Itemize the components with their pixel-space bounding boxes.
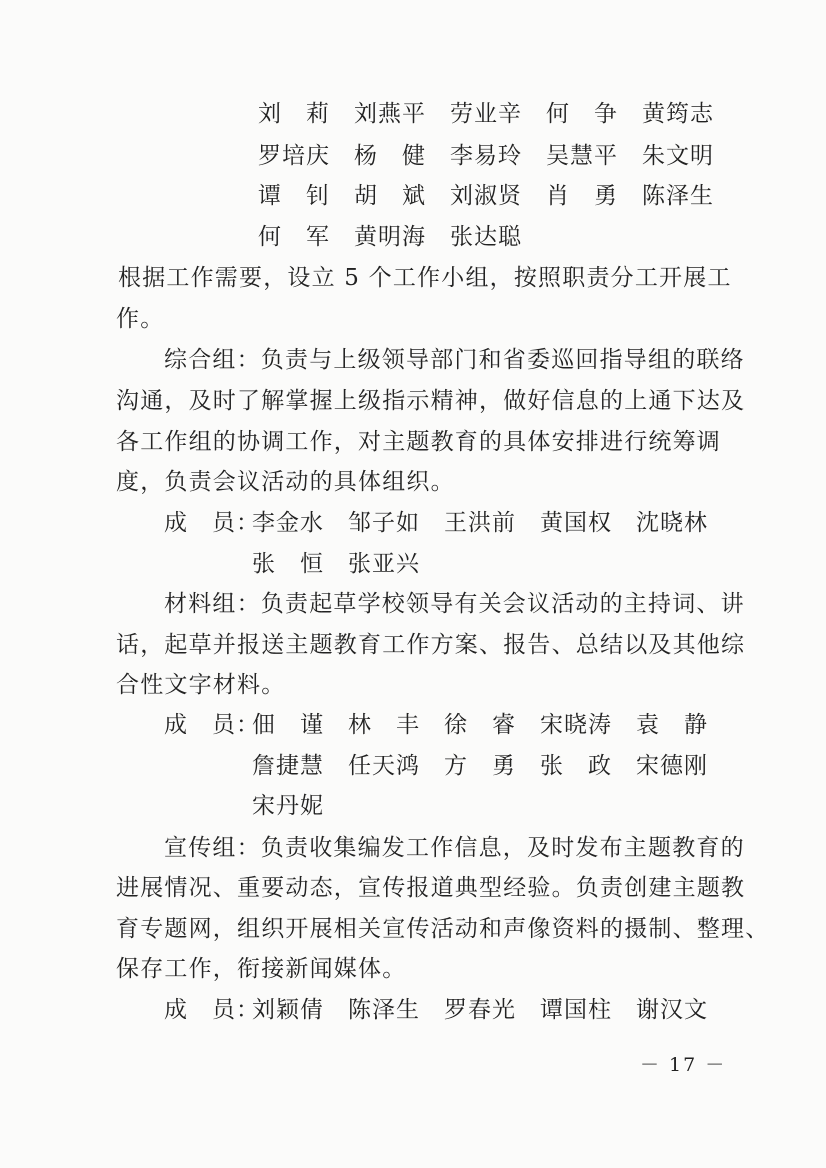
- zonghe-members-line: 张 恒 张亚兴: [252, 551, 420, 577]
- name-list-line: 罗培庆 杨 健 李易玲 吴慧平 朱文明: [258, 143, 714, 169]
- cailiao-paragraph-line: 话，起草并报送主题教育工作方案、报告、总结以及其他综: [116, 632, 746, 658]
- xuanchuan-members-line: 刘颖倩 陈泽生 罗春光 谭国柱 谢汉文: [252, 997, 708, 1023]
- name-list-line: 谭 钊 胡 斌 刘淑贤 肖 勇 陈泽生: [258, 183, 714, 209]
- zonghe-paragraph-line: 各工作组的协调工作，对主题教育的具体安排进行统筹调: [116, 429, 721, 455]
- name-list-line: 刘 莉 刘燕平 劳业辛 何 争 黄筠志: [258, 101, 714, 127]
- intro-line: 作。: [116, 306, 165, 332]
- zonghe-paragraph-line: 综合组：负责与上级领导部门和省委巡回指导组的联络: [164, 347, 745, 373]
- page-number: － 17 －: [640, 1054, 727, 1076]
- xuanchuan-paragraph-line: 宣传组：负责收集编发工作信息，及时发布主题教育的: [164, 835, 745, 861]
- zonghe-members-label: 成 员：: [164, 510, 260, 536]
- xuanchuan-paragraph-line: 保存工作，衔接新闻媒体。: [116, 956, 407, 982]
- xuanchuan-paragraph-line: 育专题网，组织开展相关宣传活动和声像资料的摄制、整理、: [116, 916, 770, 942]
- cailiao-paragraph-line: 合性文字材料。: [116, 672, 286, 698]
- cailiao-paragraph-line: 材料组：负责起草学校领导有关会议活动的主持词、讲: [164, 591, 745, 617]
- cailiao-members-line: 佃 谨 林 丰 徐 睿 宋晓涛 袁 静: [252, 712, 708, 738]
- zonghe-paragraph-line: 度，负责会议活动的具体组织。: [116, 469, 455, 495]
- cailiao-members-line: 詹捷慧 任天鸿 方 勇 张 政 宋德刚: [252, 753, 708, 779]
- zonghe-members-line: 李金水 邹子如 王洪前 黄国权 沈晓林: [252, 510, 708, 536]
- zonghe-paragraph-line: 沟通，及时了解掌握上级指示精神，做好信息的上通下达及: [116, 388, 746, 414]
- cailiao-members-line: 宋丹妮: [252, 793, 324, 819]
- xuanchuan-members-label: 成 员：: [164, 997, 260, 1023]
- intro-line: 根据工作需要，设立 5 个工作小组，按照职责分工开展工: [118, 265, 732, 291]
- cailiao-members-label: 成 员：: [164, 712, 260, 738]
- xuanchuan-paragraph-line: 进展情况、重要动态，宣传报道典型经验。负责创建主题教: [116, 875, 746, 901]
- name-list-line: 何 军 黄明海 张达聪: [258, 224, 522, 250]
